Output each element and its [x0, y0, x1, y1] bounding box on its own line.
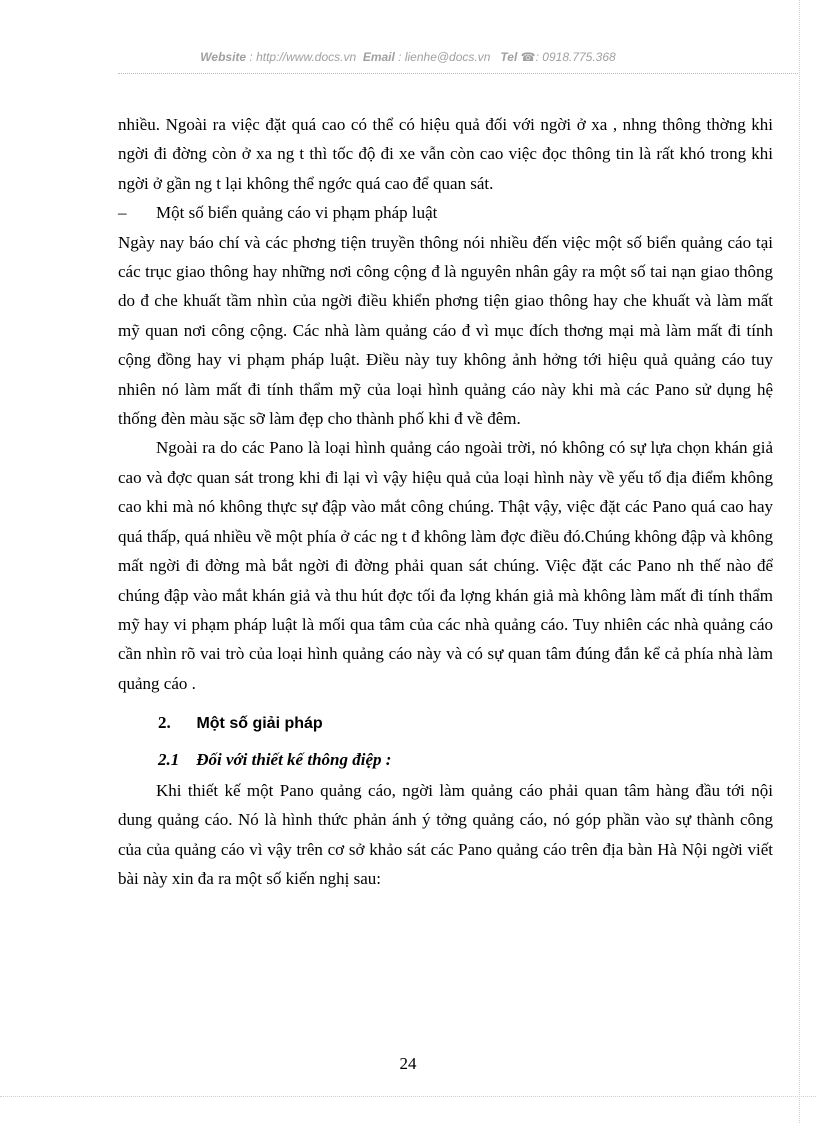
bullet-text: Một số biển quảng cáo vi phạm pháp luật [156, 203, 438, 223]
paragraph-3: Ngoài ra do các Pano là loại hình quảng cáo ngoài trời, nó không có sự lựa chọn khán giả cao và đợc quan sát trong khi đi lại vì vậy hiệu quả của loại hình này về yếu tố địa điểm không cao khi mà nó không thực sự đập vào mắt công chúng. Thật vậy, việc đặt các Pano quá cao hay quá thấp, quá nhiều về một phía ở các ng t đ không làm đợc điều đó.Chúng không đập và không mất ngời đi đờng mà bắt ngời đi đờng phải quan sát chúng. Việc đặt các Pano nh thế nào để chúng đập vào mắt khán giả và thu hút đợc tối đa lợng khán giả mà không làm mất đi tính thẩm mỹ hay vi phạm pháp luật là mối qua tâm của các nhà quảng cáo. Tuy nhiên các nhà quảng cáo cần nhìn rõ vai trò của loại hình quảng cáo này và có sự quan tâm đúng đắn kể cả phía nhà làm quảng cáo . [118, 438, 773, 693]
bullet-dash: – [118, 203, 127, 223]
website-label: Website [200, 50, 247, 64]
subsection-number: 2.1 [158, 749, 180, 769]
margin-guide-bottom [0, 1096, 816, 1097]
page-number: 24 [399, 1054, 417, 1073]
page-body [118, 110, 773, 894]
email-label: Email [362, 50, 395, 64]
section-heading [118, 708, 773, 738]
bullet-item [118, 198, 773, 227]
phone-icon: ☎ [520, 50, 536, 64]
subsection-title: Đối với thiết kế thông điệp : [196, 749, 392, 769]
margin-guide-right [799, 0, 800, 1123]
paragraph-2: Ngày nay báo chí và các phơng tiện truyền thông nói nhiều đến việc một số biển quảng cáo tại các trục giao thông hay những nơi công cộng đ là nguyên nhân gây ra một số tai nạn giao thông do đ che khuất tầm nhìn của ngời điều khiển phơng tiện giao thông hay che khuất và làm mất mỹ quan nơi công cộng. Các nhà làm quảng cáo đ vì mục đích thơng mại mà làm mất đi tính cộng đồng hay vi phạm pháp luật. Điều này tuy không ảnh hởng tới hiệu quả quảng cáo tuy nhiên nó làm mất đi tính thẩm mỹ của loại hình quảng cáo này khi mà các Pano sử dụng hệ thống đèn màu sặc sỡ làm đẹp cho thành phố khi đ về đêm. [118, 232, 773, 429]
section-title: Một số giải pháp [196, 715, 323, 733]
tel-value: : 0918.775.368 [535, 50, 616, 64]
subsection-heading [118, 745, 773, 774]
header-divider [118, 73, 798, 74]
page-header [0, 50, 816, 64]
paragraph-1: nhiều. Ngoài ra việc đặt quá cao có thể có hiệu quả đối với ngời ở xa , nhng thông thờng khi ngời đi đờng còn ở xa ng t thì tốc độ đi xe vẫn còn cao việc đọc thông tin là rất khó trong khi ngời ở gần ng t lại không thể ngớc quá cao để quan sát. [118, 115, 773, 193]
paragraph-4: Khi thiết kế một Pano quảng cáo, ngời làm quảng cáo phải quan tâm hàng đầu tới nội dung quảng cáo. Nó là hình thức phản ánh ý tởng quảng cáo, nó góp phần vào sự thành công của của quảng cáo vì vậy trên cơ sở khảo sát các Pano quảng cáo trên địa bàn Hà Nội ngời viết bài này xin đa ra một số kiến nghị sau: [118, 780, 773, 889]
website-value: : http://www.docs.vn [249, 50, 357, 64]
section-number: 2. [158, 713, 171, 733]
email-value: : lienhe@docs.vn [398, 50, 491, 64]
tel-label: Tel [500, 50, 518, 64]
